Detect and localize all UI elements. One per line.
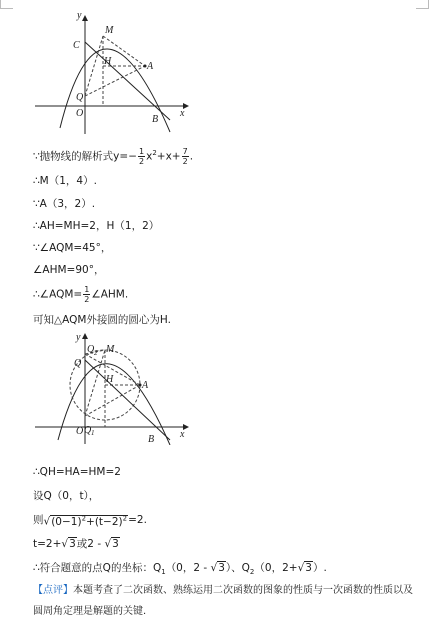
frac-num: 1 xyxy=(84,285,90,294)
label-q1: Q xyxy=(84,425,92,436)
text-l12-pre: t=2+ xyxy=(33,538,62,550)
text-l7-pre: ∴∠AQM= xyxy=(33,288,83,301)
line-comment-end: 圆周角定理是解题的关键. xyxy=(33,606,147,617)
label-m: M xyxy=(106,344,115,355)
label-b: B xyxy=(152,114,159,125)
label-q2: Q xyxy=(87,344,95,355)
text-l11-sup2: 2 xyxy=(122,514,128,522)
text-l13-d: ）. xyxy=(312,562,327,574)
text-l11-rad2: +(t−2) xyxy=(86,515,123,528)
text-l13-sub2: 2 xyxy=(249,568,255,577)
label-c: C xyxy=(73,40,80,51)
text-l1-pre: ∵抛物线的解析式y=− xyxy=(33,150,137,163)
label-o: O xyxy=(76,426,84,437)
text-l12-r1: 3 xyxy=(69,538,76,550)
line-parabola-expression xyxy=(33,146,193,166)
text-l12-mid: 或2 - xyxy=(76,538,105,550)
frac-den: 2 xyxy=(139,157,145,166)
line-angle-aqm: ∵∠AQM=45°， xyxy=(33,242,112,254)
line-let-q: 设Q（0，t）， xyxy=(33,490,100,502)
figure-1 xyxy=(30,8,195,136)
text-l11-rad: (0−1) xyxy=(51,515,82,528)
text-l13-sub1: 1 xyxy=(161,568,166,577)
label-h: H xyxy=(104,56,112,67)
line-q-coordinates: ∴符合题意的点Q的坐标：$Q_1(0$，2 - √3）、$Q_2(0$，2+√3）. xyxy=(33,562,327,577)
sqrt-expression: $√(0-1)^2+(t-2)^2$ xyxy=(43,514,128,528)
line-a-point: ∵A（3，2）. xyxy=(33,198,96,210)
parabola xyxy=(58,364,170,445)
frac-num: 7 xyxy=(182,147,188,156)
text-l11-pre: 则 xyxy=(33,513,44,526)
label-q: Q xyxy=(74,358,82,369)
line-circumcenter: 可知△AQM外接圆的圆心为H. xyxy=(33,314,171,326)
line-angle-ahm: ∠AHM=90°， xyxy=(33,264,105,276)
label-q: Q xyxy=(76,92,84,103)
text-l1-mid: +x+ xyxy=(156,150,181,163)
text-l13-r2: 3 xyxy=(305,562,312,574)
label-q2-sub: 2 xyxy=(94,349,98,357)
label-x: x xyxy=(180,108,185,119)
label-a: A xyxy=(147,61,154,72)
text-l1-end: . xyxy=(189,150,194,163)
label-q1-sub: 1 xyxy=(91,429,95,437)
line-t-solutions: t=2+√3或2 - √3 xyxy=(33,538,119,550)
text-l12-r2: 3 xyxy=(112,538,119,550)
text-l1-x: x xyxy=(146,150,153,163)
fraction-3 xyxy=(83,285,90,304)
text-l11-end: =2. xyxy=(128,513,147,526)
line-m-point: ∴M（1，4）. xyxy=(33,175,97,187)
text-l11-sup1: 2 xyxy=(81,514,87,522)
comment-tag: 【点评】 xyxy=(33,585,73,596)
text-l13-a: （0，2 - xyxy=(165,562,211,574)
label-x: x xyxy=(180,429,185,440)
dashed-qa xyxy=(85,66,145,96)
line-qh-ha-hm: ∴QH=HA=HM=2 xyxy=(33,466,121,478)
text-l13-c: （0，2+ xyxy=(254,562,298,574)
label-b: B xyxy=(148,434,155,445)
corner-mark-left xyxy=(0,0,13,9)
text-l1-sup: 2 xyxy=(152,149,157,157)
label-y: y xyxy=(77,10,82,21)
line-comment xyxy=(33,584,413,598)
text-l7-end: ∠AHM. xyxy=(91,288,129,301)
label-m: M xyxy=(105,25,114,36)
frac-den: 2 xyxy=(84,295,90,304)
text-l13-b: ）、Q xyxy=(225,562,250,574)
text-l13-r1: 3 xyxy=(218,562,225,574)
line-distance-equation xyxy=(33,511,147,529)
fraction-2 xyxy=(182,147,189,166)
frac-num: 1 xyxy=(139,147,145,156)
frac-den: 2 xyxy=(182,157,188,166)
label-y: y xyxy=(76,332,81,343)
figure-2-svg xyxy=(30,330,195,445)
line-cb xyxy=(85,360,170,440)
label-h: H xyxy=(106,374,114,385)
comment-text: 本题考查了二次函数、熟练运用二次函数的图象的性质与一次函数的性质以及 xyxy=(73,585,413,596)
label-o: O xyxy=(76,108,84,119)
text-l13-pre: ∴符合题意的点Q的坐标：Q xyxy=(33,562,162,574)
line-angle-relation xyxy=(33,285,128,304)
label-a: A xyxy=(142,380,149,391)
corner-mark-right xyxy=(416,0,429,9)
line-ah-mh: ∴AH=MH=2，H（1，2） xyxy=(33,220,160,232)
figure-1-svg xyxy=(30,8,195,136)
figure-2 xyxy=(30,330,195,445)
fraction-1 xyxy=(138,147,145,166)
